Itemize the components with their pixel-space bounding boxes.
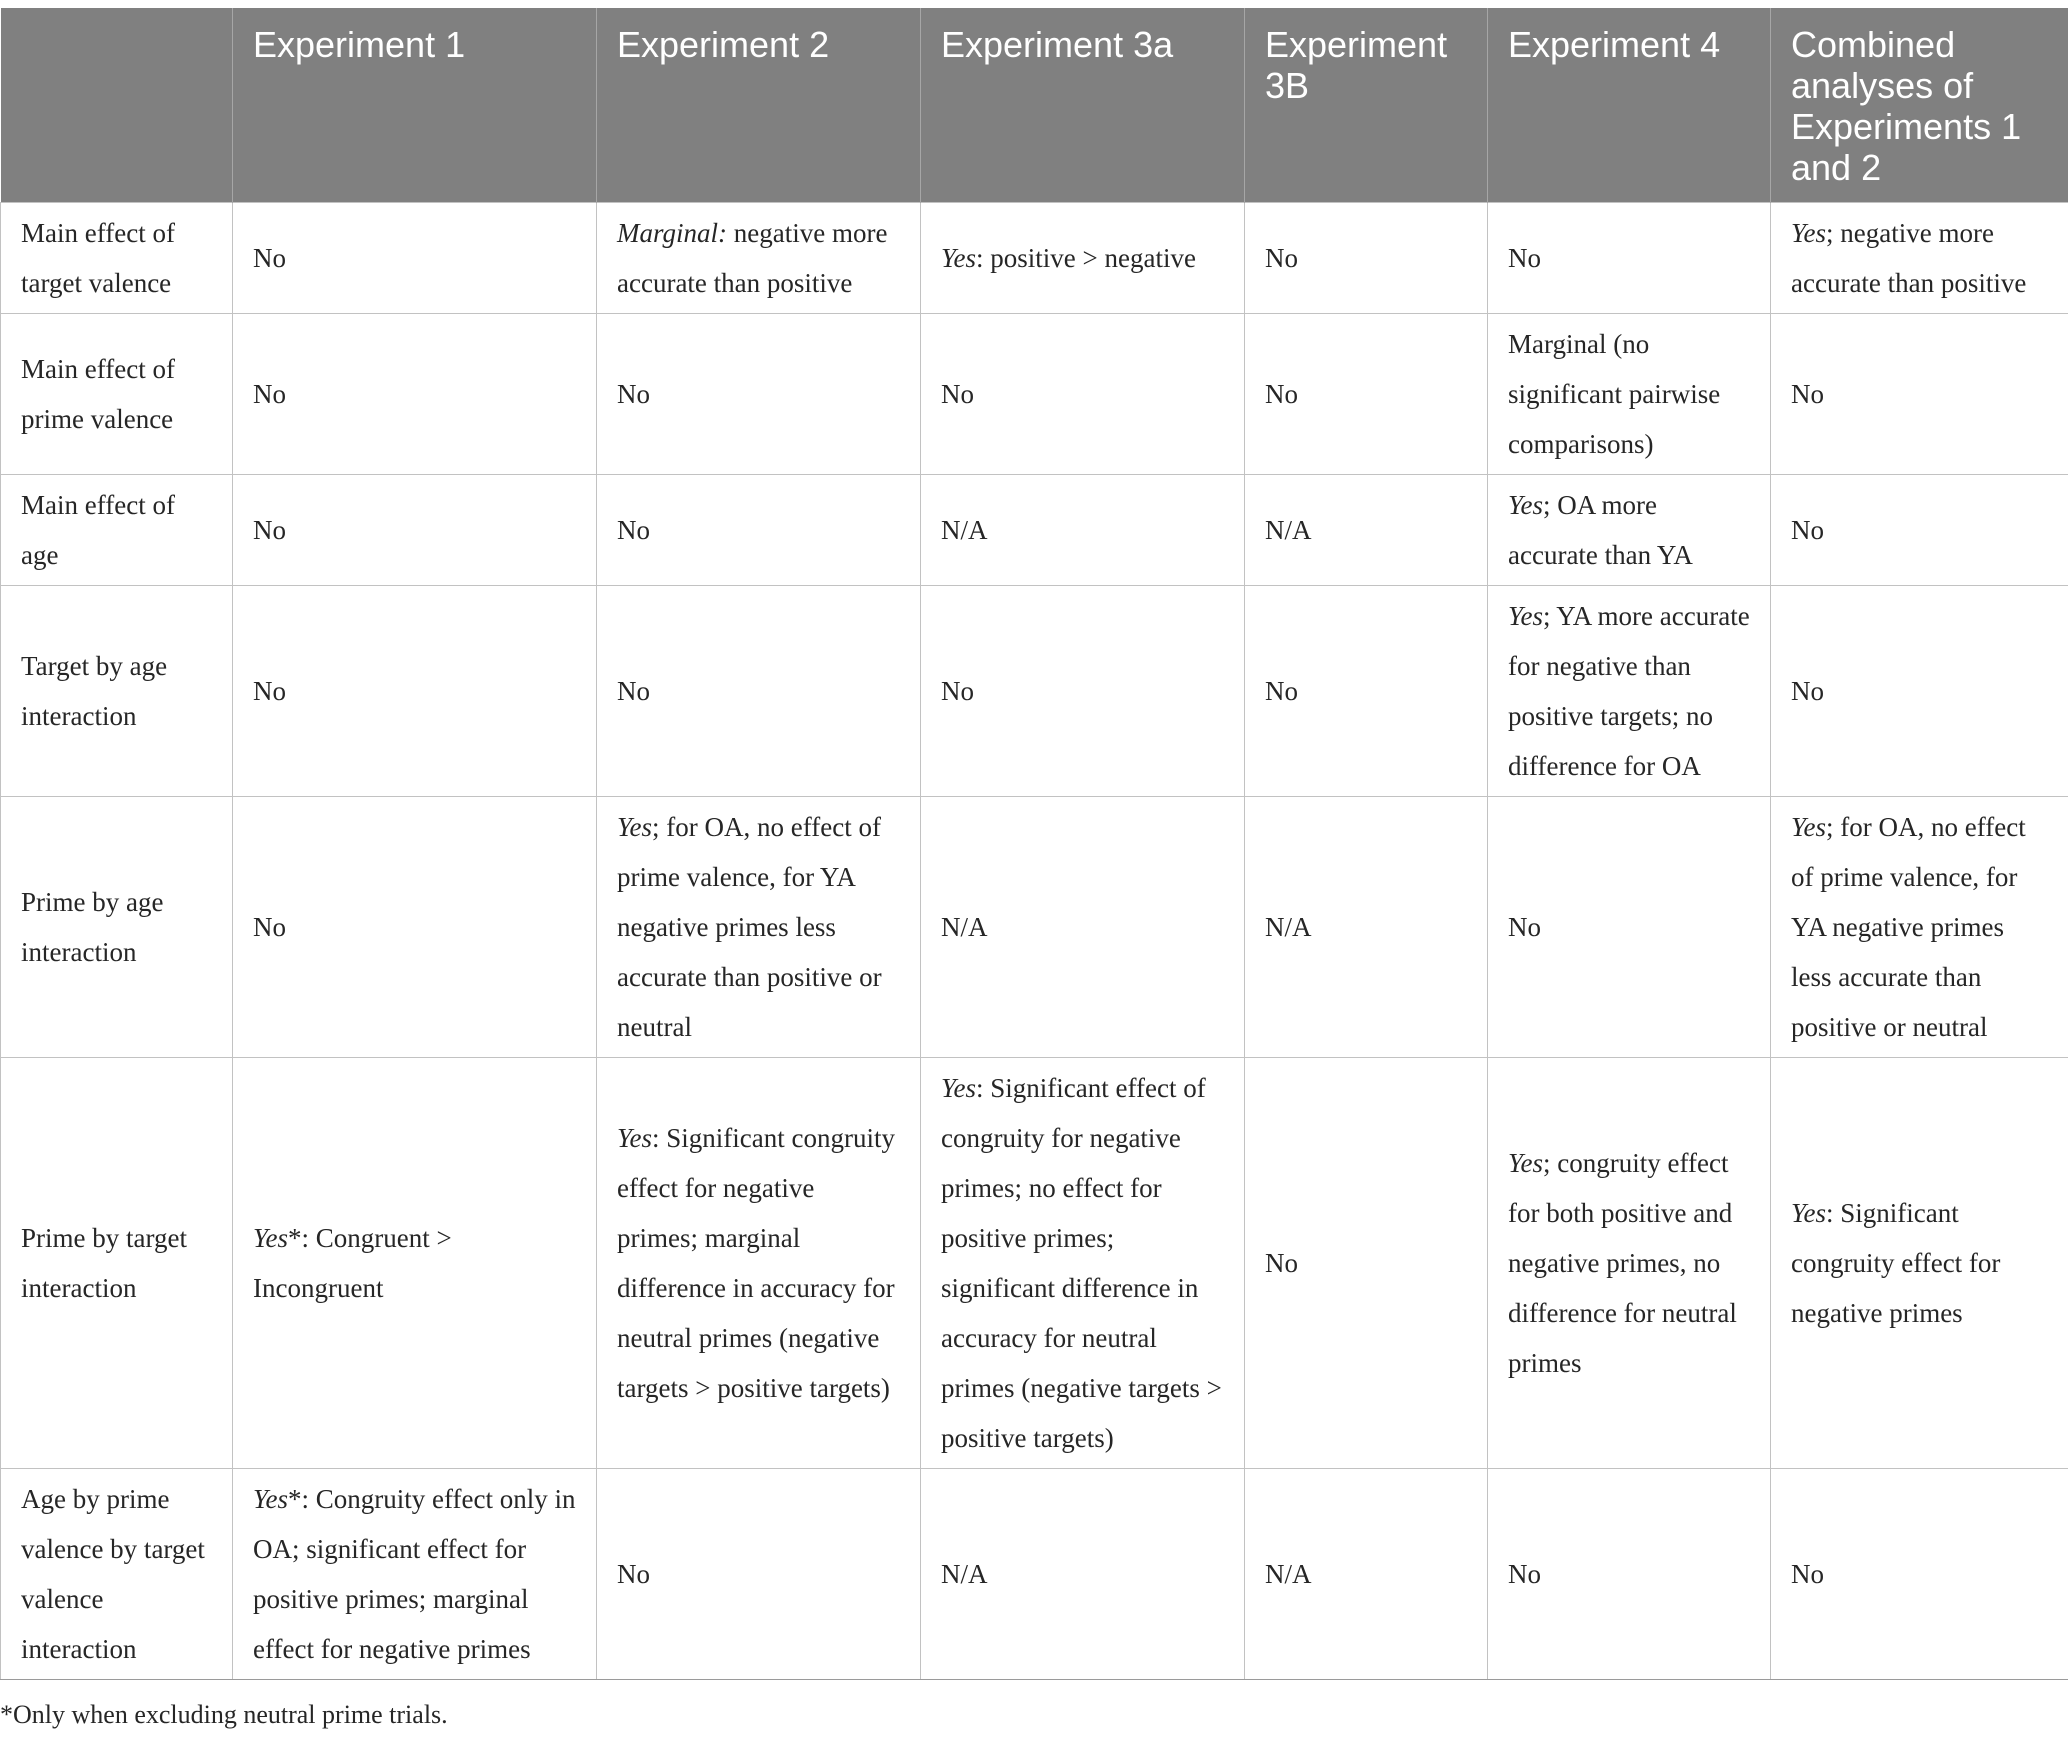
cell-experiment-3b <box>1245 313 1488 474</box>
cell-experiment-3a <box>921 474 1245 585</box>
table-footnote: *Only when excluding neutral prime trials. <box>0 1700 448 1729</box>
cell-text: No <box>941 675 974 706</box>
cell-emphasis: Yes <box>941 242 977 273</box>
cell-experiment-3b <box>1245 202 1488 313</box>
cell-experiment-3a <box>921 1057 1245 1468</box>
cell-text: N/A <box>1265 1558 1312 1589</box>
cell-text: No <box>617 514 650 545</box>
table-row <box>1 585 2068 796</box>
cell-experiment-3b <box>1245 1468 1488 1679</box>
row-label: Main effect of prime valence <box>1 313 233 474</box>
cell-text: N/A <box>941 514 988 545</box>
cell-experiment-2 <box>597 474 921 585</box>
cell-emphasis: Yes <box>1791 217 1827 248</box>
cell-combined <box>1771 202 2068 313</box>
cell-text: No <box>1791 514 1824 545</box>
cell-experiment-2 <box>597 796 921 1057</box>
cell-text: : Significant effect of congruity for negative primes; no effect for positive primes; significant difference in accuracy for neutral primes (negative targets > positive targets) <box>941 1072 1222 1453</box>
cell-text: : positive > negative <box>976 242 1196 273</box>
cell-experiment-1 <box>233 585 597 796</box>
cell-experiment-2 <box>597 202 921 313</box>
cell-experiment-4 <box>1488 1057 1771 1468</box>
results-summary-table-container <box>0 8 2068 1680</box>
header-cell-experiment-2: Experiment 2 <box>597 8 921 202</box>
cell-emphasis: Yes <box>1791 1197 1827 1228</box>
cell-emphasis: Yes <box>1508 600 1544 631</box>
cell-combined <box>1771 1468 2068 1679</box>
cell-text: Marginal (no significant pairwise comparisons) <box>1508 328 1721 459</box>
cell-text: No <box>617 378 650 409</box>
header-cell-experiment-4: Experiment 4 <box>1488 8 1771 202</box>
header-row <box>1 8 2068 202</box>
cell-text: ; congruity effect for both positive and negative primes, no difference for neutral primes <box>1508 1147 1737 1378</box>
cell-experiment-3a <box>921 313 1245 474</box>
cell-text: ; for OA, no effect of prime valence, for YA negative primes less accurate than positive or neutral <box>617 811 882 1042</box>
cell-text: No <box>1508 242 1541 273</box>
cell-emphasis: Yes <box>941 1072 977 1103</box>
cell-text: No <box>1791 378 1824 409</box>
cell-text: N/A <box>1265 911 1312 942</box>
cell-text: No <box>1791 1558 1824 1589</box>
cell-emphasis: Yes <box>1508 1147 1544 1178</box>
cell-text: No <box>1791 675 1824 706</box>
header-cell-experiment-3b: Experiment 3B <box>1245 8 1488 202</box>
cell-combined <box>1771 474 2068 585</box>
cell-combined <box>1771 796 2068 1057</box>
cell-text: *: Congruity effect only in OA; significant effect for positive primes; marginal effect for negative primes <box>253 1483 576 1664</box>
cell-combined <box>1771 1057 2068 1468</box>
cell-text: ; for OA, no effect of prime valence, for YA negative primes less accurate than positive or neutral <box>1791 811 2026 1042</box>
row-label: Prime by age interaction <box>1 796 233 1057</box>
cell-text: No <box>1508 911 1541 942</box>
row-label: Main effect of target valence <box>1 202 233 313</box>
header-cell-empty <box>1 8 233 202</box>
cell-experiment-1 <box>233 1057 597 1468</box>
cell-experiment-3a <box>921 1468 1245 1679</box>
cell-experiment-2 <box>597 313 921 474</box>
cell-experiment-4 <box>1488 202 1771 313</box>
cell-text: : Significant congruity effect for negative primes; marginal difference in accuracy for neutral primes (negative targets > positive targets) <box>617 1122 895 1403</box>
table-row <box>1 796 2068 1057</box>
cell-experiment-2 <box>597 1057 921 1468</box>
cell-experiment-3a <box>921 585 1245 796</box>
cell-experiment-4 <box>1488 1468 1771 1679</box>
cell-emphasis: Yes <box>1508 489 1544 520</box>
header-cell-combined: Combined analyses of Experiments 1 and 2 <box>1771 8 2068 202</box>
cell-text: ; OA more accurate than YA <box>1508 489 1693 570</box>
cell-experiment-3b <box>1245 1057 1488 1468</box>
row-label: Prime by target interaction <box>1 1057 233 1468</box>
cell-emphasis: Yes <box>617 811 653 842</box>
table-header <box>1 8 2068 202</box>
cell-text: ; YA more accurate for negative than positive targets; no difference for OA <box>1508 600 1750 781</box>
cell-combined <box>1771 313 2068 474</box>
cell-experiment-1 <box>233 313 597 474</box>
cell-experiment-1 <box>233 796 597 1057</box>
row-label: Age by prime valence by target valence interaction <box>1 1468 233 1679</box>
cell-experiment-2 <box>597 585 921 796</box>
cell-experiment-1 <box>233 474 597 585</box>
table-row <box>1 202 2068 313</box>
cell-text: No <box>253 242 286 273</box>
row-label: Target by age interaction <box>1 585 233 796</box>
cell-experiment-4 <box>1488 313 1771 474</box>
cell-text: *: Congruent > Incongruent <box>253 1222 452 1303</box>
cell-text: No <box>253 514 286 545</box>
table-body <box>1 202 2068 1679</box>
cell-text: : Significant congruity effect for negative primes <box>1791 1197 2001 1328</box>
cell-text: N/A <box>1265 514 1312 545</box>
cell-text: N/A <box>941 1558 988 1589</box>
table-row <box>1 474 2068 585</box>
cell-text: No <box>1265 1247 1298 1278</box>
cell-experiment-3a <box>921 796 1245 1057</box>
cell-text: No <box>253 911 286 942</box>
cell-experiment-4 <box>1488 474 1771 585</box>
cell-experiment-3b <box>1245 796 1488 1057</box>
cell-text: No <box>617 675 650 706</box>
cell-text: No <box>1265 675 1298 706</box>
row-label: Main effect of age <box>1 474 233 585</box>
cell-text: No <box>253 675 286 706</box>
cell-emphasis: Marginal: <box>617 217 727 248</box>
cell-text: No <box>1508 1558 1541 1589</box>
cell-text: No <box>253 378 286 409</box>
results-summary-table <box>0 8 2068 1680</box>
cell-emphasis: Yes <box>1791 811 1827 842</box>
cell-combined <box>1771 585 2068 796</box>
header-cell-experiment-3a: Experiment 3a <box>921 8 1245 202</box>
cell-emphasis: Yes <box>253 1483 289 1514</box>
cell-text: ; negative more accurate than positive <box>1791 217 2027 298</box>
table-row <box>1 1468 2068 1679</box>
cell-text: negative more accurate than positive <box>617 217 888 298</box>
cell-text: No <box>1265 242 1298 273</box>
cell-emphasis: Yes <box>617 1122 653 1153</box>
header-cell-experiment-1: Experiment 1 <box>233 8 597 202</box>
cell-experiment-2 <box>597 1468 921 1679</box>
cell-experiment-3b <box>1245 585 1488 796</box>
cell-experiment-4 <box>1488 796 1771 1057</box>
cell-experiment-1 <box>233 202 597 313</box>
table-row <box>1 1057 2068 1468</box>
cell-emphasis: Yes <box>253 1222 289 1253</box>
cell-experiment-3b <box>1245 474 1488 585</box>
cell-experiment-1 <box>233 1468 597 1679</box>
cell-text: N/A <box>941 911 988 942</box>
table-row <box>1 313 2068 474</box>
cell-text: No <box>617 1558 650 1589</box>
cell-experiment-4 <box>1488 585 1771 796</box>
cell-experiment-3a <box>921 202 1245 313</box>
cell-text: No <box>941 378 974 409</box>
cell-text: No <box>1265 378 1298 409</box>
